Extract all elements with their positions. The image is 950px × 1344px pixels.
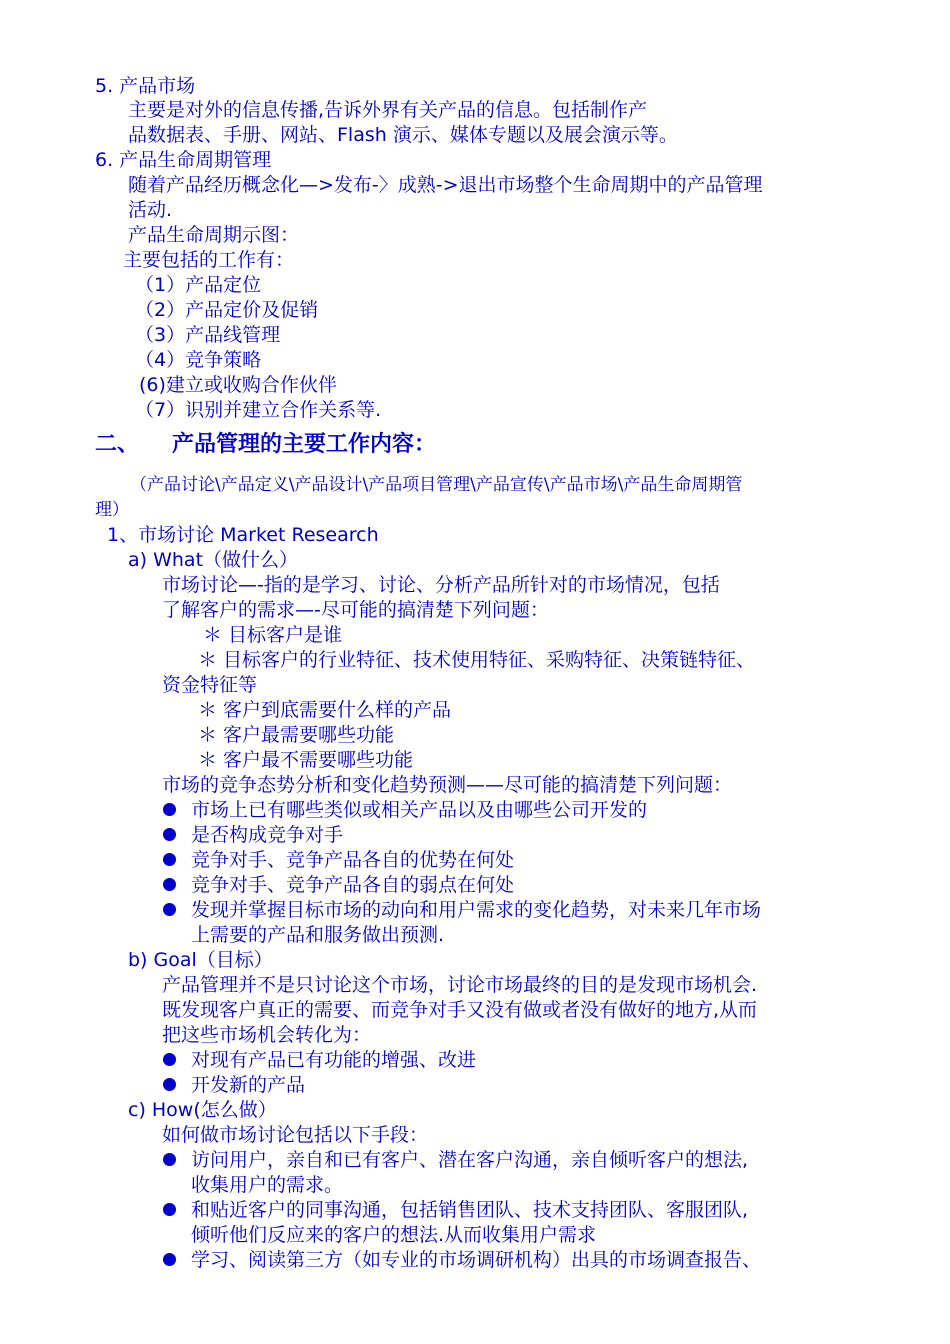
bullet-icon [163, 828, 176, 841]
star-item: ＊ 目标客户的行业特征、技术使用特征、采购特征、决策链特征、 [198, 649, 756, 671]
subsection-a-para2: 了解客户的需求—-尽可能的搞清楚下列问题： [162, 599, 549, 621]
section-6-body-line2: 活动. [128, 199, 173, 221]
subsection-c-para1: 如何做市场讨论包括以下手段： [162, 1124, 429, 1146]
bullet-icon [163, 1078, 176, 1091]
bullet-item-continuation: 倾听他们反应来的客户的想法.从而收集用户需求 [191, 1224, 597, 1246]
bullet-icon [163, 1153, 176, 1166]
bullet-item: 访问用户，亲自和已有客户、潜在客户沟通，亲自倾听客户的想法, [163, 1148, 748, 1172]
lifecycle-diagram-caption: 产品生命周期示图： [128, 224, 300, 246]
bullet-icon [163, 853, 176, 866]
bullet-item: 竞争对手、竞争产品各自的弱点在何处 [163, 873, 514, 897]
bullet-item: 和贴近客户的同事沟通，包括销售团队、技术支持团队、客服团队, [163, 1198, 748, 1222]
work-item: (6)建立或收购合作伙伴 [139, 374, 337, 396]
bullet-icon [163, 903, 176, 916]
section-5-body-line2: 品数据表、手册、网站、Flash 演示、媒体专题以及展会演示等。 [128, 124, 678, 146]
part2-heading-number: 二、 [95, 432, 140, 457]
bullet-icon [163, 1253, 176, 1266]
subsection-b-para2: 既发现客户真正的需要、而竞争对手又没有做或者没有做好的地方,从而 [162, 999, 758, 1021]
bullet-icon [163, 1203, 176, 1216]
work-item: （1）产品定位 [135, 274, 262, 296]
bullet-icon [163, 803, 176, 816]
bullet-item: 是否构成竞争对手 [163, 823, 343, 847]
subsection-b-para3: 把这些市场机会转化为： [162, 1024, 372, 1046]
section-5-body-line1: 主要是对外的信息传播,告诉外界有关产品的信息。包括制作产 [128, 99, 648, 121]
bullet-item: 学习、阅读第三方（如专业的市场调研机构）出具的市场调查报告、 [163, 1248, 761, 1272]
star-item: ＊ 客户到底需要什么样的产品 [198, 699, 452, 721]
bullet-item: 竞争对手、竞争产品各自的优势在何处 [163, 848, 514, 872]
work-item: （2）产品定价及促销 [135, 299, 319, 321]
star-item: ＊ 客户最不需要哪些功能 [198, 749, 414, 771]
work-item: （4）竞争策略 [135, 349, 262, 371]
subsection-a-title: a) What（做什么） [128, 549, 299, 571]
bullet-item-continuation: 收集用户的需求。 [191, 1174, 344, 1196]
section-5-title: 5. 产品市场 [95, 75, 196, 97]
bullet-item: 对现有产品已有功能的增强、改进 [163, 1048, 476, 1072]
star-item-continuation: 资金特征等 [162, 674, 258, 696]
bullet-item: 市场上已有哪些类似或相关产品以及由哪些公司开发的 [163, 798, 647, 822]
bullet-icon [163, 1053, 176, 1066]
competition-intro: 市场的竞争态势分析和变化趋势预测——尽可能的搞清楚下列问题： [162, 774, 733, 796]
part2-heading: 产品管理的主要工作内容： [172, 432, 437, 457]
work-item: （7）识别并建立合作关系等. [135, 399, 382, 421]
subsection-b-title: b) Goal（目标） [128, 949, 273, 971]
star-item: ＊ 目标客户是谁 [203, 624, 343, 646]
subsection-a-para1: 市场讨论—-指的是学习、讨论、分析产品所针对的市场情况，包括 [162, 574, 720, 596]
section-6-title: 6. 产品生命周期管理 [95, 149, 272, 171]
section-6-body-line1: 随着产品经历概念化—>发布-〉成熟->退出市场整个生命周期中的产品管理 [128, 174, 763, 196]
work-intro: 主要包括的工作有： [123, 249, 295, 271]
market-research-title: 1、市场讨论 Market Research [107, 524, 379, 546]
bullet-item: 发现并掌握目标市场的动向和用户需求的变化趋势，对未来几年市场 [163, 898, 761, 922]
bullet-icon [163, 878, 176, 891]
bullet-item-continuation: 上需要的产品和服务做出预测. [191, 924, 445, 946]
subsection-c-title: c) How(怎么做） [128, 1099, 277, 1121]
bullet-item: 开发新的产品 [163, 1073, 305, 1097]
star-item: ＊ 客户最需要哪些功能 [198, 724, 395, 746]
part2-scope-line2: 理） [95, 500, 129, 520]
part2-scope-line1: （产品讨论\产品定义\产品设计\产品项目管理\产品宣传\产品市场\产品生命周期管 [130, 475, 743, 495]
work-item: （3）产品线管理 [135, 324, 281, 346]
subsection-b-para1: 产品管理并不是只讨论这个市场，讨论市场最终的目的是发现市场机会. [162, 974, 758, 996]
